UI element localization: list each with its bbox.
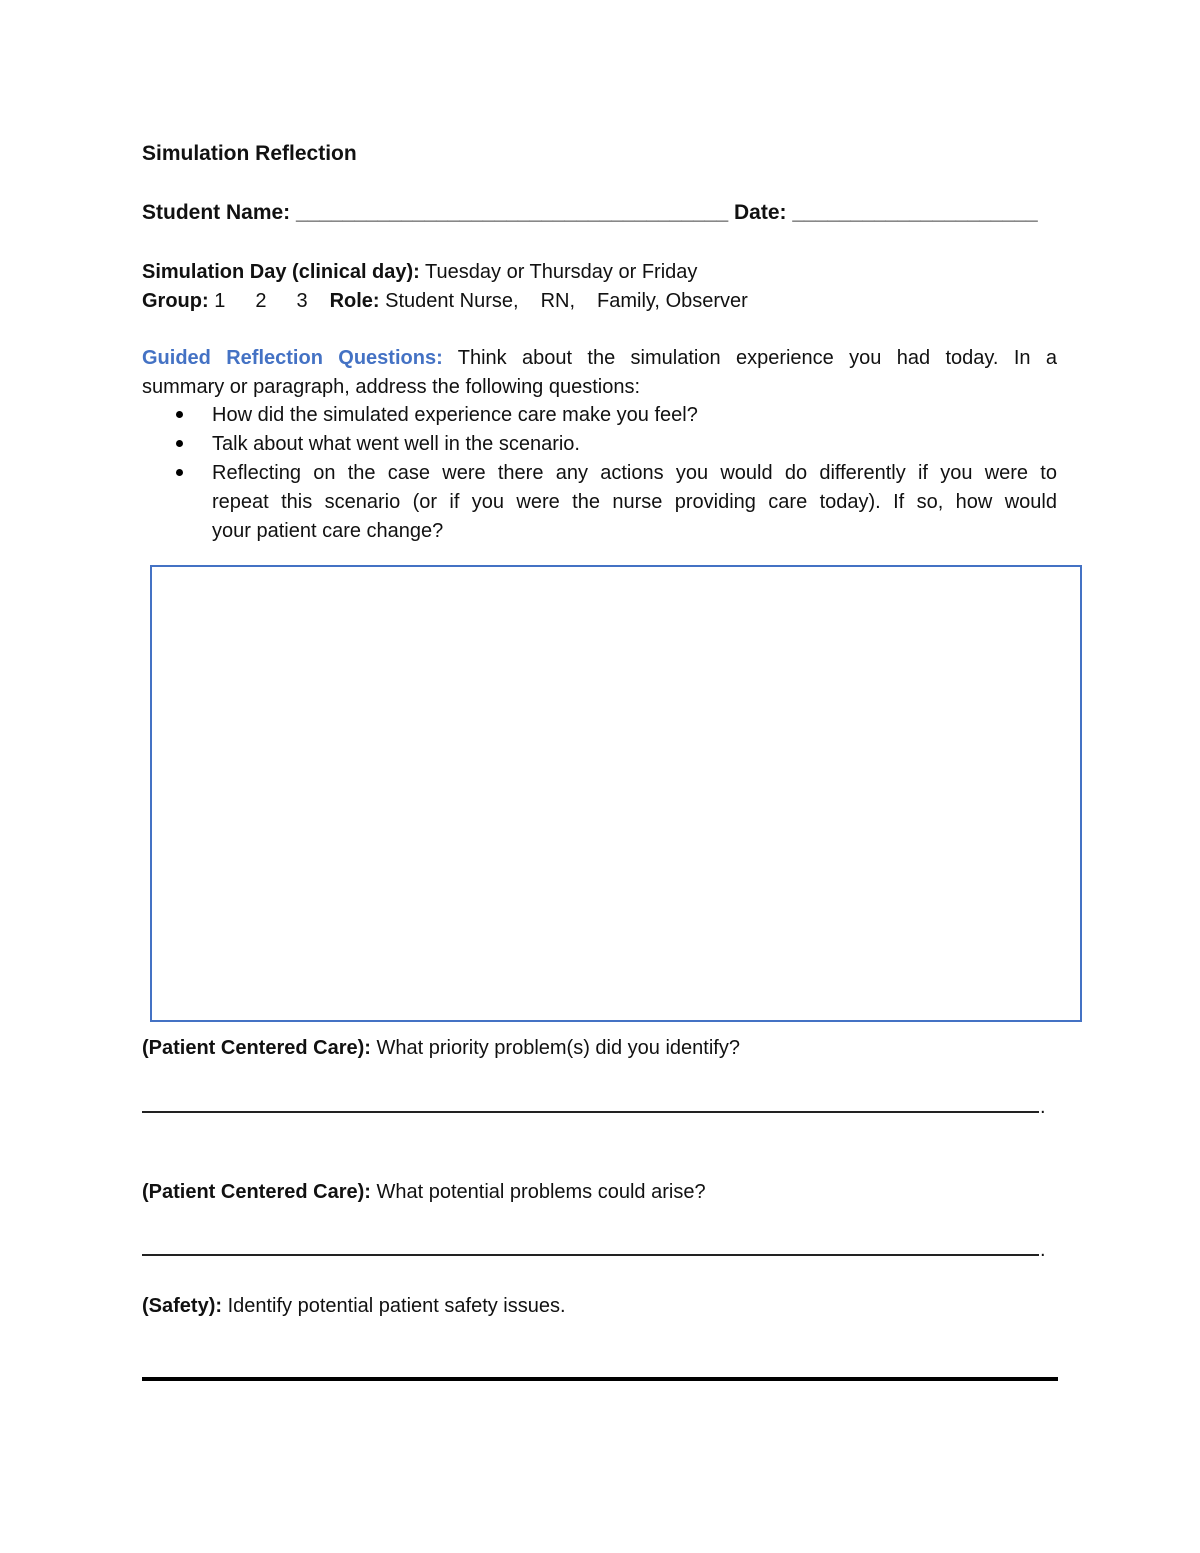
bullet-question-went-well: Talk about what went well in the scenario. — [212, 433, 580, 455]
answer-line-end: . — [1040, 1239, 1046, 1261]
page-title: Simulation Reflection — [142, 142, 357, 165]
question-safety-text: Identify potential patient safety issues. — [227, 1295, 566, 1317]
question-potential-label: (Patient Centered Care): — [142, 1181, 371, 1203]
guided-reflection-label: Guided Reflection Questions: — [142, 347, 443, 369]
answer-line-safety[interactable] — [142, 1377, 1058, 1381]
simulation-day-label: Simulation Day (clinical day): — [142, 261, 420, 283]
answer-line-potential[interactable] — [142, 1254, 1039, 1256]
question-potential-text: What potential problems could arise? — [376, 1181, 706, 1203]
role-option-rn[interactable]: RN, — [540, 290, 576, 312]
group-option-2[interactable]: 2 — [255, 290, 267, 312]
student-name-label: Student Name: — [142, 201, 291, 224]
question-potential-problems — [142, 1178, 706, 1206]
group-option-1[interactable]: 1 — [214, 290, 226, 312]
bullet-question-differently-line1: Reflecting on the case were there any actions you would do differently if you were to — [212, 462, 1057, 484]
role-option-student-nurse[interactable]: Student Nurse, — [385, 290, 519, 312]
group-option-3[interactable]: 3 — [296, 290, 308, 312]
simulation-day-value: Tuesday or Thursday or Friday — [425, 261, 698, 283]
question-priority-text: What priority problem(s) did you identify? — [376, 1037, 740, 1059]
reflection-response-box[interactable] — [150, 565, 1082, 1022]
answer-line-end: . — [1040, 1096, 1046, 1118]
guided-reflection-line2: summary or paragraph, address the following questions: — [142, 376, 641, 398]
bullet-question-differently-line3: your patient care change? — [212, 520, 444, 542]
role-option-family[interactable]: Family, — [597, 290, 660, 312]
question-safety-label: (Safety): — [142, 1295, 223, 1317]
question-safety — [142, 1292, 566, 1320]
guided-reflection-line1 — [142, 344, 1057, 372]
date-label: Date: — [734, 201, 787, 224]
simulation-day-row — [142, 258, 697, 286]
bullet-dot — [176, 440, 183, 447]
date-field[interactable]: _____________________ — [792, 201, 1038, 224]
bullet-question-differently-line2: repeat this scenario (or if you were the nurse providing care today). If so, how would — [212, 491, 1057, 513]
question-priority-problems — [142, 1034, 740, 1062]
group-label: Group: — [142, 290, 209, 312]
bullet-dot — [176, 411, 183, 418]
answer-line-priority[interactable] — [142, 1111, 1039, 1113]
guided-reflection-intro: Think about the simulation experience you had today. In a — [457, 347, 1057, 369]
group-role-row — [142, 287, 748, 315]
role-label: Role: — [329, 290, 380, 312]
student-name-field[interactable]: _____________________________________ — [296, 201, 729, 224]
role-option-observer: Observer — [665, 290, 748, 312]
question-priority-label: (Patient Centered Care): — [142, 1037, 371, 1059]
bullet-question-feel: How did the simulated experience care make you feel? — [212, 404, 698, 426]
student-name-row — [142, 199, 1038, 227]
bullet-dot — [176, 469, 183, 476]
